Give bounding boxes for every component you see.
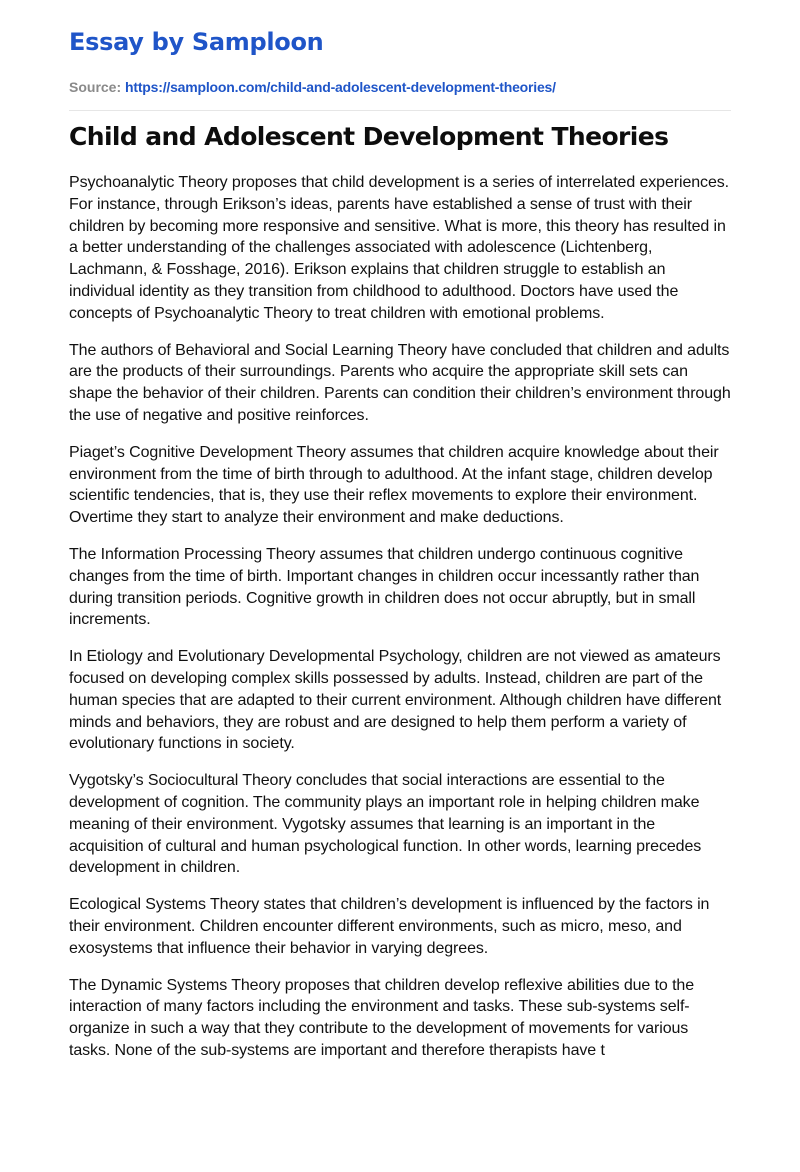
essay-paragraph: Ecological Systems Theory states that children’s development is influenced by the factors in their environment. Children encounter different environments, such as micro, meso, and exosystems that influence their behavior in varying degrees.	[69, 896, 710, 957]
essay-paragraph: The Dynamic Systems Theory proposes that children develop reflexive abilities due to the interaction of many factors including the environment and tasks. These sub-systems self-organize in such a way that they contribute to the development of movements for various tasks. None of the sub-systems are important and therefore therapists have t	[69, 976, 695, 1059]
header-divider	[69, 110, 731, 111]
source-link[interactable]: https://samploon.com/child-and-adolescent-development-theories/	[125, 79, 556, 95]
essay-paragraph: In Etiology and Evolutionary Developmental Psychology, children are not viewed as amateurs focused on developing complex skills possessed by adults. Instead, children are part of the human species that are adapted to their current environment. Although children have different minds and behaviors, they are robust and are designed to help them perform a variety of evolutionary functions in society.	[69, 648, 722, 753]
brand-title: Essay by Samploon	[69, 28, 324, 56]
source-label: Source:	[69, 79, 122, 95]
essay-paragraph: The Information Processing Theory assumes that children undergo continuous cognitive changes from the time of birth. Important changes in children occur incessantly rather than during transition periods. Cognitive growth in children does not occur abruptly, but in small increments.	[69, 545, 700, 629]
essay-body	[69, 172, 731, 1160]
essay-paragraph: The authors of Behavioral and Social Learning Theory have concluded that children and adults are the products of their surroundings. Parents who acquire the appropriate skill sets can shape the behavior of their children. Parents can condition their children’s environment through the use of negative and positive reinforces.	[69, 341, 731, 424]
essay-paragraph: Piaget’s Cognitive Development Theory assumes that children acquire knowledge about their environment from the time of birth through to adulthood. At the infant stage, children develop scientific tendencies, that is, they use their reflex movements to explore their environment. Overtime they start to analyze their environment and make deductions.	[69, 443, 719, 527]
source-line	[69, 79, 556, 95]
essay-paragraph: Psychoanalytic Theory proposes that child development is a series of interrelated experiences. For instance, through Erikson’s ideas, parents have established a sense of trust with their children by becoming more responsive and sensitive. What is more, this theory has resulted in a better understanding of the challenges associated with adolescence (Lichtenberg, Lachmann, & Fosshage, 2016). Erikson explains that children struggle to establish an individual identity as they transition from childhood to adulthood. Doctors have used the concepts of Psychoanalytic Theory to treat children with emotional problems.	[69, 174, 729, 322]
essay-title: Child and Adolescent Development Theories	[69, 122, 669, 151]
essay-paragraph: Vygotsky’s Sociocultural Theory concludes that social interactions are essential to the development of cognition. The community plays an important role in helping children make meaning of their environment. Vygotsky assumes that learning is an important in the acquisition of cultural and human psychological function. In other words, learning precedes development in children.	[69, 772, 702, 877]
